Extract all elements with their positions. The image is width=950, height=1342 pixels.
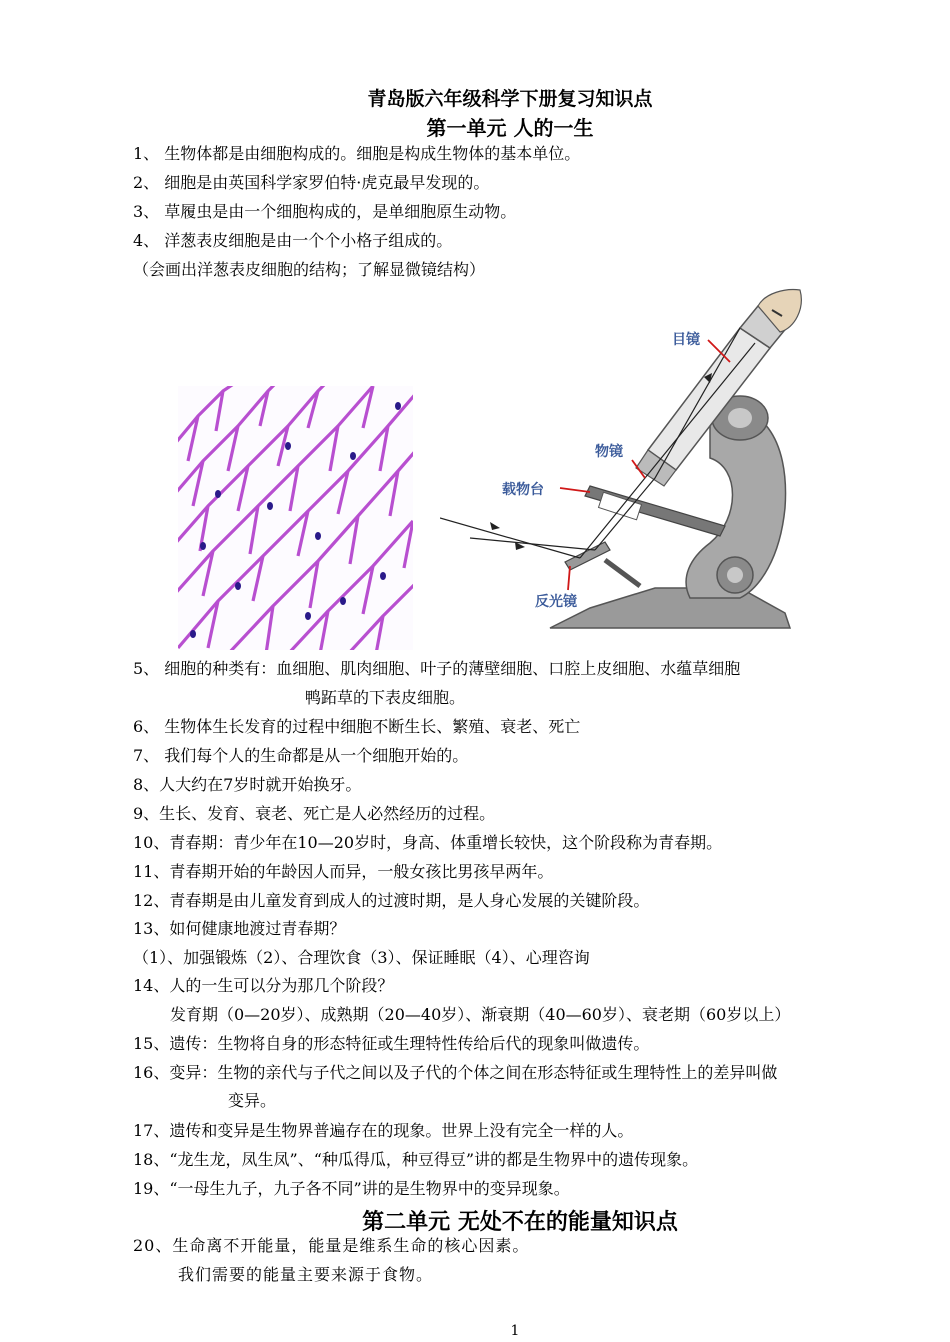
item-18: 18、“龙生龙，凤生凤”、“种瓜得瓜，种豆得豆”讲的都是生物界中的遗传现象。 bbox=[133, 1150, 699, 1169]
item-10: 10、青春期：青少年在10—20岁时，身高、体重增长较快，这个阶段称为青春期。 bbox=[133, 833, 723, 852]
item-20: 20、生命离不开能量，能量是维系生命的核心因素。 bbox=[133, 1236, 530, 1255]
item-19: 19、“一母生九子，九子各不同”讲的是生物界中的变异现象。 bbox=[133, 1179, 570, 1198]
item-3: 3、 草履虫是由一个细胞构成的，是单细胞原生动物。 bbox=[133, 202, 517, 221]
stage-label: 载物台 bbox=[502, 482, 544, 498]
mirror-label: 反光镜 bbox=[535, 594, 577, 610]
item-1: 1、 生物体都是由细胞构成的。细胞是构成生物体的基本单位。 bbox=[133, 144, 581, 163]
item-6: 6、 生物体生长发育的过程中细胞不断生长、繁殖、衰老、死亡 bbox=[133, 717, 581, 736]
item-5-cont: 鸭跖草的下表皮细胞。 bbox=[305, 688, 466, 707]
drawing-note: （会画出洋葱表皮细胞的结构；了解显微镜结构） bbox=[133, 260, 486, 279]
item-4: 4、 洋葱表皮细胞是由一个个小格子组成的。 bbox=[133, 231, 453, 250]
onion-epidermis-cells-image bbox=[178, 386, 413, 650]
item-14: 14、人的一生可以分为那几个阶段？ bbox=[133, 976, 394, 995]
unit2-heading: 第二单元 无处不在的能量知识点 bbox=[362, 1210, 678, 1235]
eyepiece-label: 目镜 bbox=[672, 332, 700, 348]
item-2: 2、 细胞是由英国科学家罗伯特·虎克最早发现的。 bbox=[133, 173, 490, 192]
page-number: 1 bbox=[510, 1323, 520, 1339]
item-17: 17、遗传和变异是生物界普遍存在的现象。世界上没有完全一样的人。 bbox=[133, 1121, 634, 1140]
item-13-answer: （1）、加强锻炼（2）、合理饮食（3）、保证睡眠（4）、心理咨询 bbox=[133, 948, 590, 967]
item-13: 13、如何健康地渡过青春期？ bbox=[133, 919, 346, 938]
item-15: 15、遗传：生物将自身的形态特征或生理特性传给后代的现象叫做遗传。 bbox=[133, 1034, 650, 1053]
item-8: 8、人大约在7岁时就开始换牙。 bbox=[133, 775, 362, 794]
item-20-cont: 我们需要的能量主要来源于食物。 bbox=[178, 1265, 434, 1284]
unit1-heading: 第一单元 人的一生 bbox=[426, 116, 594, 140]
item-7: 7、 我们每个人的生命都是从一个细胞开始的。 bbox=[133, 746, 469, 765]
item-16-cont: 变异。 bbox=[228, 1091, 277, 1110]
item-11: 11、青春期开始的年龄因人而异，一般女孩比男孩早两年。 bbox=[133, 862, 554, 881]
item-9: 9、生长、发育、衰老、死亡是人必然经历的过程。 bbox=[133, 804, 496, 823]
item-14-answer: 发育期（0—20岁）、成熟期（20—40岁）、渐衰期（40—60岁）、衰老期（60岁以上） bbox=[170, 1005, 791, 1024]
objective-label: 物镜 bbox=[595, 444, 623, 460]
item-5: 5、 细胞的种类有：血细胞、肌肉细胞、叶子的薄壁细胞、口腔上皮细胞、水蕴草细胞 bbox=[133, 659, 741, 678]
item-12: 12、青春期是由儿童发育到成人的过渡时期，是人身心发展的关键阶段。 bbox=[133, 891, 650, 910]
microscope-diagram bbox=[440, 288, 820, 638]
item-16: 16、变异：生物的亲代与子代之间以及子代的个体之间在形态特征或生理特性上的差异叫做 bbox=[133, 1063, 778, 1082]
document-title: 青岛版六年级科学下册复习知识点 bbox=[367, 88, 653, 110]
